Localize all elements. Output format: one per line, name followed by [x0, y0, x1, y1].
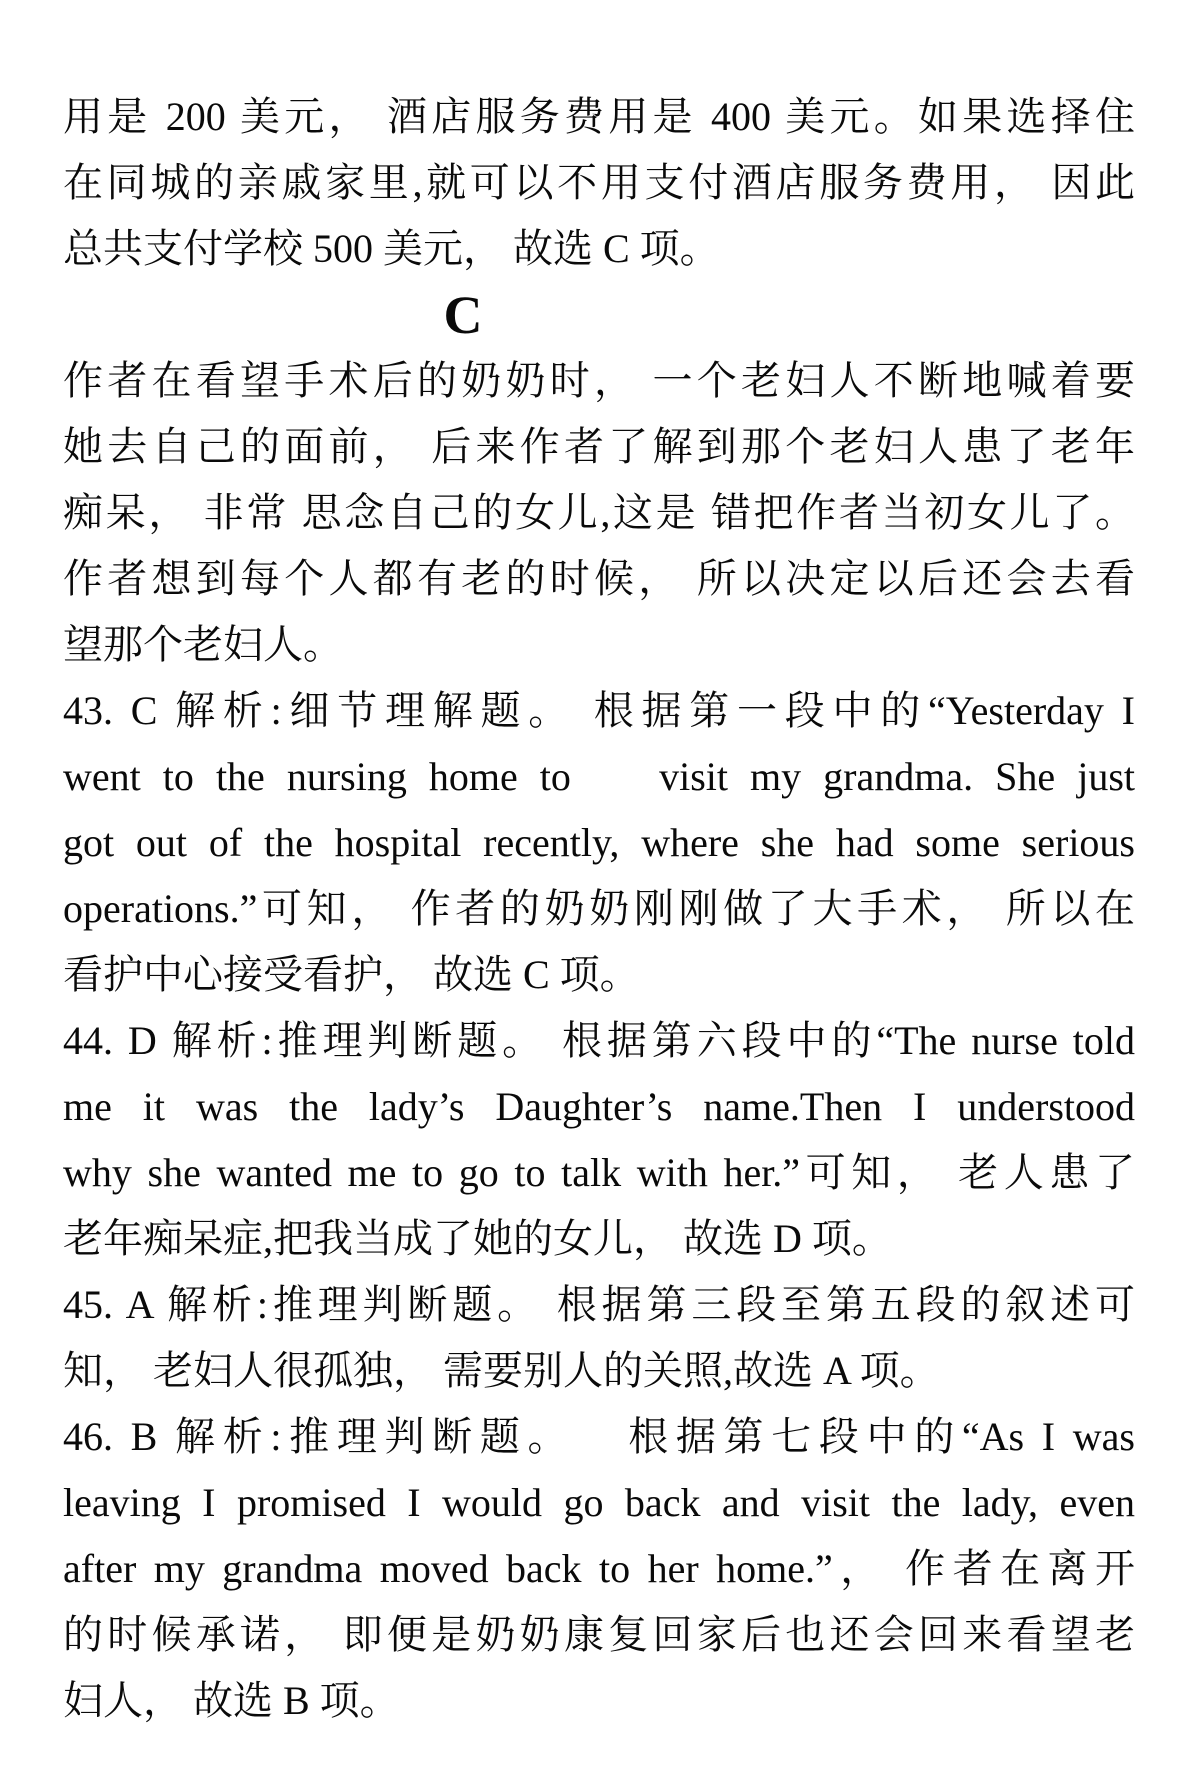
answer-43-line-5: 看护中心接受看护， 故选 C 项。	[63, 952, 640, 997]
answer-43-line-1: 43. C 解析:细节理解题。 根据第一段中的“Yesterday I	[63, 688, 1135, 733]
answer-45-line-2: 知， 老妇人很孤独， 需要别人的关照,故选 A 项。	[63, 1348, 940, 1393]
text-line-05: 她去自己的面前， 后来作者了解到那个老妇人患了老年	[63, 424, 1135, 469]
answer-44-line-4: 老年痴呆症,把我当成了她的女儿， 故选 D 项。	[63, 1216, 892, 1261]
answer-46-line-5: 妇人， 故选 B 项。	[63, 1678, 400, 1723]
text-line-08: 望那个老妇人。	[63, 622, 343, 667]
text-line-04: 作者在看望手术后的奶奶时， 一个老妇人不断地喊着要	[63, 358, 1135, 403]
text-line-01: 用是 200 美元， 酒店服务费用是 400 美元。如果选择住	[63, 94, 1135, 139]
text-line-03: 总共支付学校 500 美元， 故选 C 项。	[63, 226, 720, 271]
text-line-02: 在同城的亲戚家里,就可以不用支付酒店服务费用， 因此	[63, 160, 1135, 205]
answer-46-line-1: 46. B 解析:推理判断题。 根据第七段中的“As I was	[63, 1414, 1135, 1459]
answer-45-line-1: 45. A 解析:推理判断题。 根据第三段至第五段的叙述可	[63, 1282, 1135, 1327]
answer-46-line-3: after my grandma moved back to her home.”， 作者在离开	[63, 1546, 1135, 1591]
text-line-07: 作者想到每个人都有老的时候， 所以决定以后还会去看	[63, 556, 1135, 601]
answer-43-line-3: got out of the hospital recently, where she had some serious	[63, 820, 1135, 865]
answer-43-line-2: went to the nursing home to visit my grandma. She just	[63, 754, 1135, 799]
answer-44-line-2: me it was the lady’s Daughter’s name.Then I understood	[63, 1084, 1135, 1129]
answer-44-line-1: 44. D 解析:推理判断题。 根据第六段中的“The nurse told	[63, 1018, 1135, 1063]
section-heading-c: C	[443, 285, 483, 345]
text-line-06: 痴呆， 非常 思念自己的女儿,这是 错把作者当初女儿了。	[63, 490, 1135, 535]
answer-43-line-4: operations.”可知， 作者的奶奶刚刚做了大手术， 所以在	[63, 886, 1135, 931]
answer-46-line-4: 的时候承诺， 即便是奶奶康复回家后也还会回来看望老	[63, 1612, 1135, 1657]
answer-44-line-3: why she wanted me to go to talk with her.”可知， 老人患了	[63, 1150, 1135, 1195]
answer-46-line-2: leaving I promised I would go back and visit the lady, even	[63, 1480, 1135, 1525]
